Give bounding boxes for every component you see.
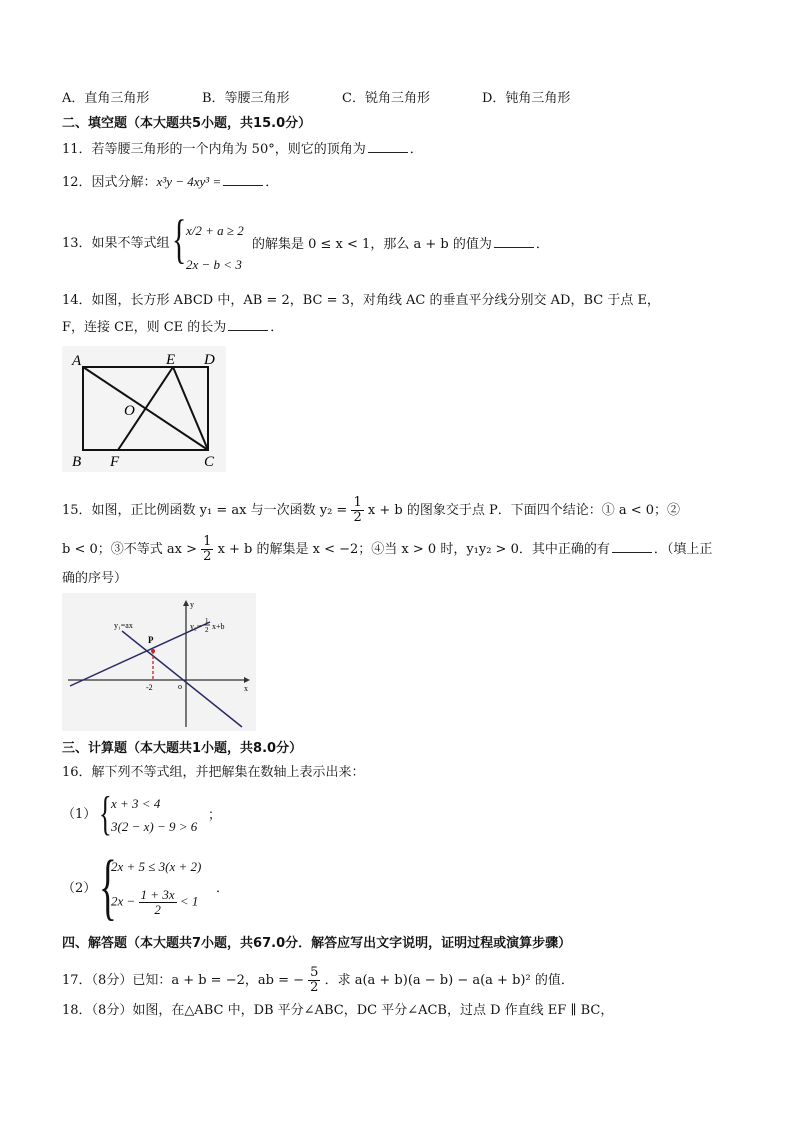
- q16-p2-line2b: < 1: [179, 893, 199, 909]
- q11-blank: [368, 140, 408, 153]
- question-12: [62, 173, 278, 192]
- label-y2-den: 2: [205, 626, 209, 634]
- q15-frac2-num: 1: [203, 534, 212, 549]
- section-title-calculation: 三、计算题（本大题共1小题，共8.0分）: [62, 741, 303, 756]
- section-title-fill-in: 二、填空题（本大题共5小题，共15.0分）: [62, 116, 312, 131]
- q15-line1b: x + b 的图象交于点 P．下面四个结论：① a < 0；②: [367, 503, 681, 518]
- q16-p2-fraction: [139, 888, 177, 917]
- q14-line2-wrap: [62, 318, 283, 337]
- q11-end: ．: [409, 142, 423, 157]
- q16-p1-brace: {: [99, 787, 112, 840]
- q17-fraction: [308, 966, 320, 995]
- q16-p2-den: 2: [154, 902, 161, 917]
- q15-frac1-num: 1: [353, 495, 362, 510]
- q13-end: ．: [535, 237, 549, 252]
- function-graph: [62, 593, 256, 731]
- q16-text: 16．解下列不等式组，并把解集在数轴上表示出来：: [62, 765, 365, 780]
- q14-blank: [228, 318, 268, 331]
- q14-line2: F，连接 CE，则 CE 的长为: [62, 320, 227, 335]
- label-y2: y₂=: [190, 622, 202, 631]
- q17-num: 5: [310, 965, 319, 980]
- q12-prefix: 12．因式分解：: [62, 175, 157, 190]
- q15-frac1-den: 2: [353, 510, 362, 525]
- section-title-answer: 四、解答题（本大题共7小题，共67.0分．解答应写出文字说明，证明过程或演算步骤）: [62, 936, 572, 951]
- label-o: O: [124, 403, 135, 419]
- q13-line2: 2x − b < 3: [186, 257, 242, 272]
- question-17: [62, 966, 574, 995]
- q16-p1-line1: x + 3 < 4: [111, 796, 161, 811]
- q13-line1: x/2 + a ≥ 2: [186, 223, 244, 238]
- q14-line1: 14．如图，长方形 ABCD 中，AB = 2，BC = 3，对角线 AC 的垂直平分线分别交 AD，BC 于点 E，: [62, 293, 660, 308]
- question-18: 18．（8分）如图，在△ABC 中，DB 平分∠ABC，DC 平分∠ACB，过点 D 作直线 EF ∥ BC，: [62, 1003, 614, 1018]
- q13-blank: [494, 235, 534, 248]
- q17-b: ．求 a(a + b)(a − b) − a(a + b)² 的值．: [324, 973, 574, 988]
- label-minus-2: -2: [146, 683, 153, 692]
- q16-p1-line2: 3(2 − x) − 9 > 6: [111, 819, 198, 834]
- q17-den: 2: [310, 980, 319, 995]
- choice-d: D．钝角三角形: [482, 91, 571, 106]
- q13-brace: {: [172, 209, 187, 269]
- label-y1: y₁=ax: [114, 621, 133, 630]
- q16-p1-label: （1）: [62, 807, 97, 822]
- q12-expr: x³y − 4xy³ =: [156, 174, 222, 189]
- q15-line2b: x + b 的解集是 x < −2；④当 x > 0 时，y₁y₂ > 0．其中正确的有: [217, 542, 610, 557]
- label-origin: o: [178, 682, 182, 691]
- q15-fraction-2: [201, 535, 213, 564]
- q12-blank: [223, 173, 263, 186]
- label-x: x: [244, 684, 248, 693]
- choice-b: B．等腰三角形: [202, 91, 290, 106]
- label-d: D: [204, 352, 215, 368]
- q15-blank: [612, 540, 652, 553]
- q15-line2a: b < 0；③不等式 ax >: [62, 542, 197, 557]
- q13-prefix: 13．如果不等式组: [62, 236, 170, 251]
- q15-line3: 确的序号）: [62, 571, 128, 586]
- q16-p2-line1: 2x + 5 ≤ 3(x + 2): [111, 859, 202, 874]
- q16-p2-end: ．: [216, 881, 230, 896]
- label-y2-tail: x+b: [212, 622, 225, 631]
- label-p: P: [148, 635, 154, 645]
- q15-line2: [62, 535, 712, 564]
- q13-tail: [252, 235, 549, 254]
- q17-a: 17．（8分）已知：a + b = −2，ab = −: [62, 973, 304, 988]
- label-y: y: [190, 600, 194, 609]
- q15-line1a: 15．如图，正比例函数 y₁ = ax 与一次函数 y₂ =: [62, 503, 348, 518]
- q16-p2-brace: {: [99, 846, 117, 928]
- rectangle-figure: [62, 346, 226, 472]
- q11-text: 11．若等腰三角形的一个内角为 50°，则它的顶角为: [62, 142, 366, 157]
- q15-frac2-den: 2: [203, 549, 212, 564]
- q13-middle: 的解集是 0 ≤ x < 1，那么 a + b 的值为: [252, 237, 492, 252]
- q16-p1-end: ；: [208, 808, 222, 823]
- q15-line2c: ．（填上正: [653, 542, 713, 557]
- q16-p2-line2: [111, 888, 198, 917]
- label-y2-num: 1: [205, 617, 209, 625]
- label-b: B: [72, 454, 82, 470]
- choice-a: A．直角三角形: [62, 91, 150, 106]
- label-f: F: [110, 454, 120, 470]
- choice-c: C．锐角三角形: [342, 91, 430, 106]
- label-e: E: [166, 352, 176, 368]
- q16-p2-label: （2）: [62, 881, 97, 896]
- q16-p2-num: 1 + 3x: [140, 887, 175, 902]
- question-11: [62, 140, 423, 159]
- q12-end: ．: [265, 175, 279, 190]
- label-a: A: [72, 353, 82, 369]
- q15-fraction-1: [351, 496, 363, 525]
- graph-background: [62, 593, 256, 731]
- q16-p2-line2a: 2x −: [111, 893, 136, 909]
- q14-end: ．: [270, 320, 284, 335]
- label-c: C: [204, 454, 215, 470]
- q15-line1: [62, 496, 680, 525]
- point-p: [151, 649, 155, 653]
